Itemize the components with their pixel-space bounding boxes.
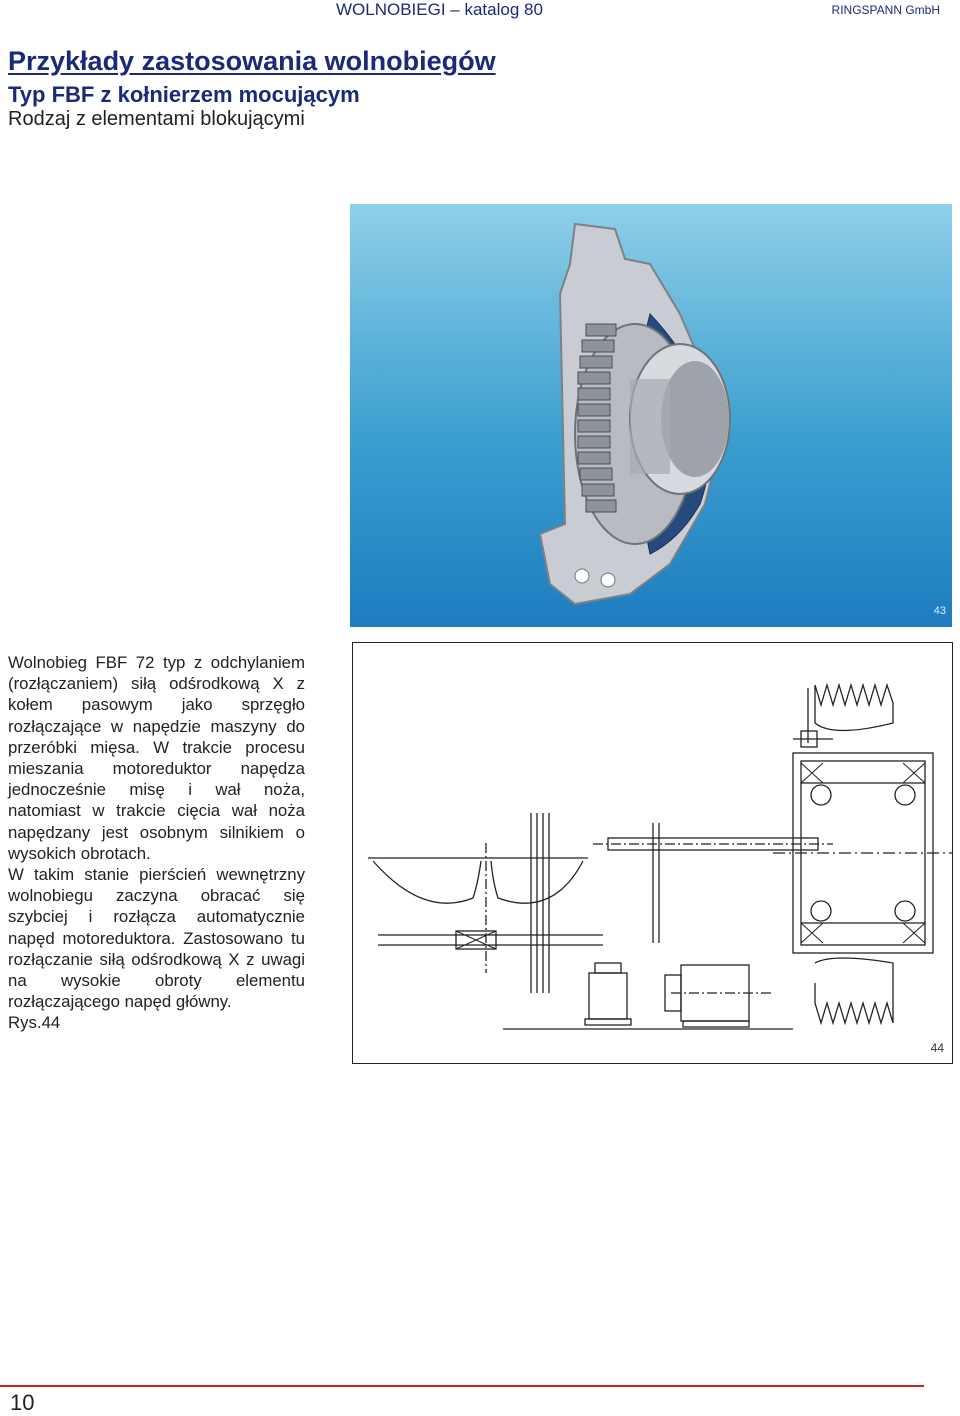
page-title: Przykłady zastosowania wolnobiegów: [8, 46, 496, 76]
footer-divider: [0, 1385, 924, 1387]
description-paragraph-1: Wolnobieg FBF 72 typ z odchylaniem (rozłączaniem) siłą odśrodkową X z kołem pasowym jako sprzęgło rozłączające w napędzie maszyny do przeróbki mięsa. W trakcie procesu mieszania motoreduktor napędza jednocześnie misę i wał noża, natomiast w trakcie cięcia wał noża napędzany jest osobnym silnikiem o wysokich obrotach.: [8, 653, 305, 863]
description-paragraph-2: W takim stanie pierścień wewnętrzny wolnobiegu zaczyna obracać się szybciej i rozłącza automatycznie napęd motoreduktora. Zastosowano tu rozłączanie siłą odśrodkową X z uwagi na wysokie obroty elementu rozłączającego napęd główny.: [8, 865, 305, 1012]
catalog-header: WOLNOBIEGI – katalog 80: [336, 0, 543, 19]
company-header: RINGSPANN GmbH: [831, 3, 940, 17]
page-subtitle: Typ FBF z kołnierzem mocującym: [8, 82, 360, 107]
freewheel-cutaway-illustration: [350, 204, 952, 627]
figure-number-photo: 43: [933, 605, 946, 617]
page-subtitle-secondary: Rodzaj z elementami blokującymi: [8, 108, 305, 130]
figure-number-drawing: 44: [930, 1041, 944, 1055]
technical-drawing: [352, 642, 953, 1064]
page-number: 10: [10, 1390, 35, 1415]
freewheel-photo: [350, 204, 952, 627]
machine-drive-schematic: [353, 643, 953, 1064]
figure-reference: Rys.44: [8, 1013, 61, 1033]
description-text: [8, 652, 305, 1034]
